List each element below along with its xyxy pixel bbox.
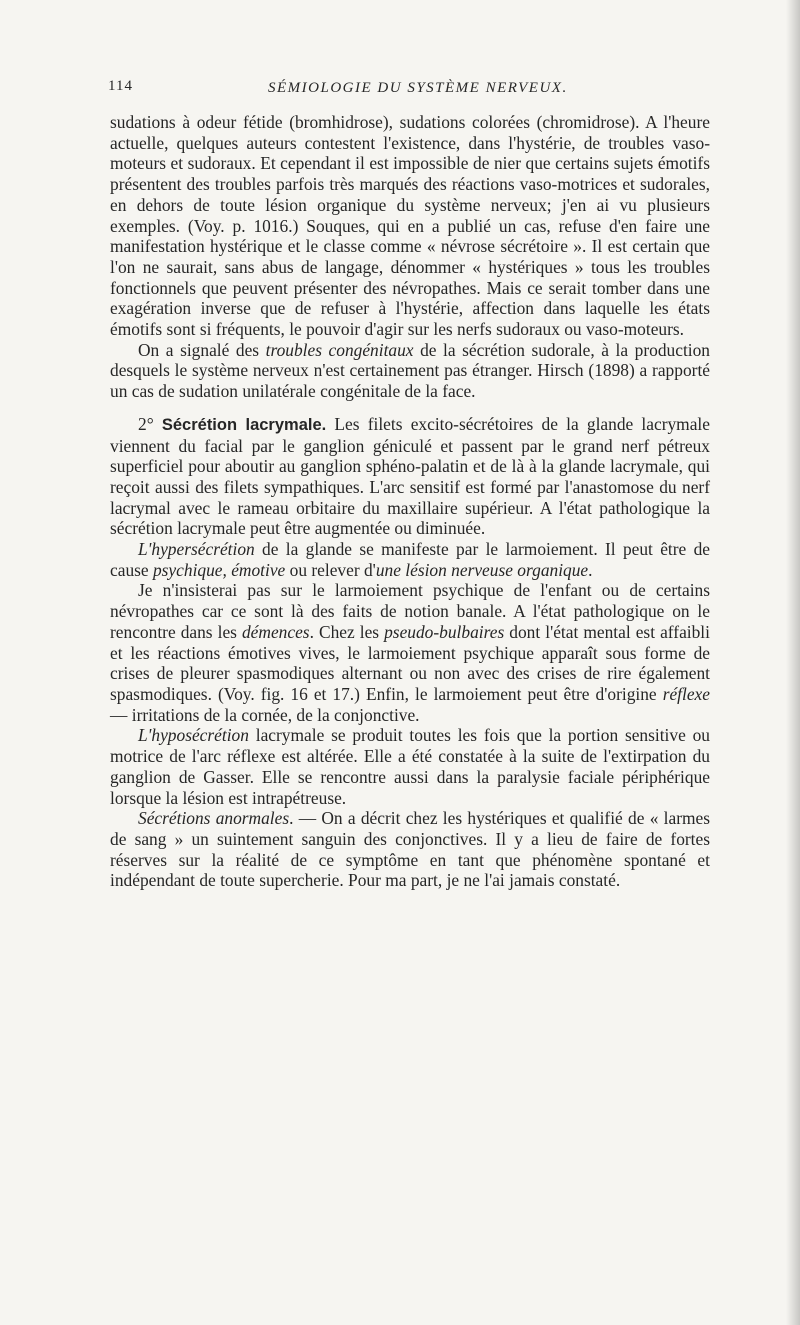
italic-term: L'hyposécrétion [138, 725, 249, 746]
section-lacrymal-secretion [110, 414, 710, 539]
paragraph-sudations [110, 112, 710, 340]
text-run: . — On a décrit chez les hystériques et qualifié de « larmes de sang » un suintement sanguin des conjonctives. Il y a lieu de faire de fortes réserves sur la réalité de ce symptôme en tant que phénomène spontané et indépendant de toute supercherie. Pour ma part, je ne l'ai jamais constaté. [110, 808, 710, 891]
italic-term: Sécrétions anormales [138, 808, 290, 829]
text-run: Je n'insisterai pas sur le larmoiement psychique de l'enfant ou de certains névropathes car ce sont là des faits de notion banale. A l'état pathologique on le rencontre dans les [110, 580, 710, 642]
text-run: de la glande se manifeste par le larmoiement. Il peut être de cause [110, 539, 710, 580]
paragraph-congenital-troubles [110, 340, 710, 402]
italic-term: pseudo-bulbaires [384, 621, 505, 642]
italic-term: L'hypersécrétion [138, 539, 255, 560]
text-run: dont l'état mental est affaibli et les réactions émotives vives, le larmoiement psychique apparaît sous forme de crises de pleurer spasmodiques alternant ou non avec des crises de rire également spasmodiques. (Voy. fig. 16 et 17.) Enfin, le larmoiement peut être d'origine [110, 621, 710, 704]
text-run: lacrymale se produit toutes les fois que la portion sensitive ou motrice de l'arc réflexe est altérée. Elle a été constatée à la suite de l'extirpation du ganglion de Gasser. Elle se rencontre aussi dans la paralysie faciale périphérique lorsque la lésion est intrapétreuse. [110, 725, 710, 808]
text-run: de la sécrétion sudorale, à la production desquels le système nerveux n'est certainement pas étranger. Hirsch (1898) a rapporté un cas de sudation unilatérale congénitale de la face. [110, 339, 710, 402]
paragraph-psychic-lacrimation [110, 580, 710, 725]
text-run: . Chez les [309, 621, 385, 642]
paragraph-hypersecretion [110, 539, 710, 580]
page-header [108, 78, 708, 100]
section-number: 2° [138, 413, 154, 434]
paragraph-text: sudations à odeur fétide (bromhidrose), sudations colorées (chromidrose). A l'heure actuelle, quelques auteurs contestent l'existence, dans l'hystérie, de troubles vaso-moteurs et sudoraux. Et cependant il est impossible de nier que certains sujets émotifs présentent des troubles parfois très marqués des réactions vaso-motrices et sudorales, en dehors de toute lésion organique du système nerveux; j'en ai vu plusieurs exemples. (Voy. p. 1016.) Souques, qui en a publié un cas, refuse d'en faire une manifestation hystérique et le classe comme « névrose sécrétoire ». Il est certain que l'on ne saurait, sans abus de langage, dénommer « hystériques » tous les troubles fonctionnels que peuvent présenter des névropathes. Mais ce serait tomber dans une exagération inverse que de refuser à l'hystérie, affection dans laquelle les états émotifs sont si fréquents, le pouvoir d'agir sur les nerfs sudoraux ou vaso-moteurs. [110, 112, 710, 340]
text-run: On a signalé des [138, 339, 266, 360]
text-run: . [588, 559, 593, 580]
italic-term: démences [241, 621, 310, 642]
paragraph-abnormal-secretions [110, 808, 710, 891]
paragraph-hyposecretion [110, 725, 710, 808]
text-run: Les filets excito-sécrétoires de la glande lacrymale viennent du facial par le ganglion géniculé et passent par le grand nerf pétreux superficiel pour aboutir au ganglion sphéno-palatin et de là à la glande lacrymale, qui reçoit aussi des filets sympathiques. L'arc sensitif est formé par l'anastomose du nerf lacrymal avec le rameau orbitaire du maxillaire supérieur. A l'état pathologique la sécrétion lacrymale peut être augmentée ou diminuée. [110, 413, 710, 539]
page-edge-shadow [786, 0, 800, 1325]
body-text [110, 112, 710, 891]
italic-term: psychique, émotive [152, 559, 286, 580]
section-title: Sécrétion lacrymale. [161, 415, 327, 434]
italic-term: réflexe [662, 683, 710, 704]
running-title: SÉMIOLOGIE DU SYSTÈME NERVEUX. [268, 80, 568, 96]
text-run: ou relever d' [285, 559, 376, 580]
text-run: — irritations de la cornée, de la conjonctive. [110, 704, 420, 725]
page-number: 114 [108, 78, 133, 94]
italic-term: une lésion nerveuse organique [375, 559, 589, 580]
italic-term: troubles congénitaux [265, 339, 414, 360]
